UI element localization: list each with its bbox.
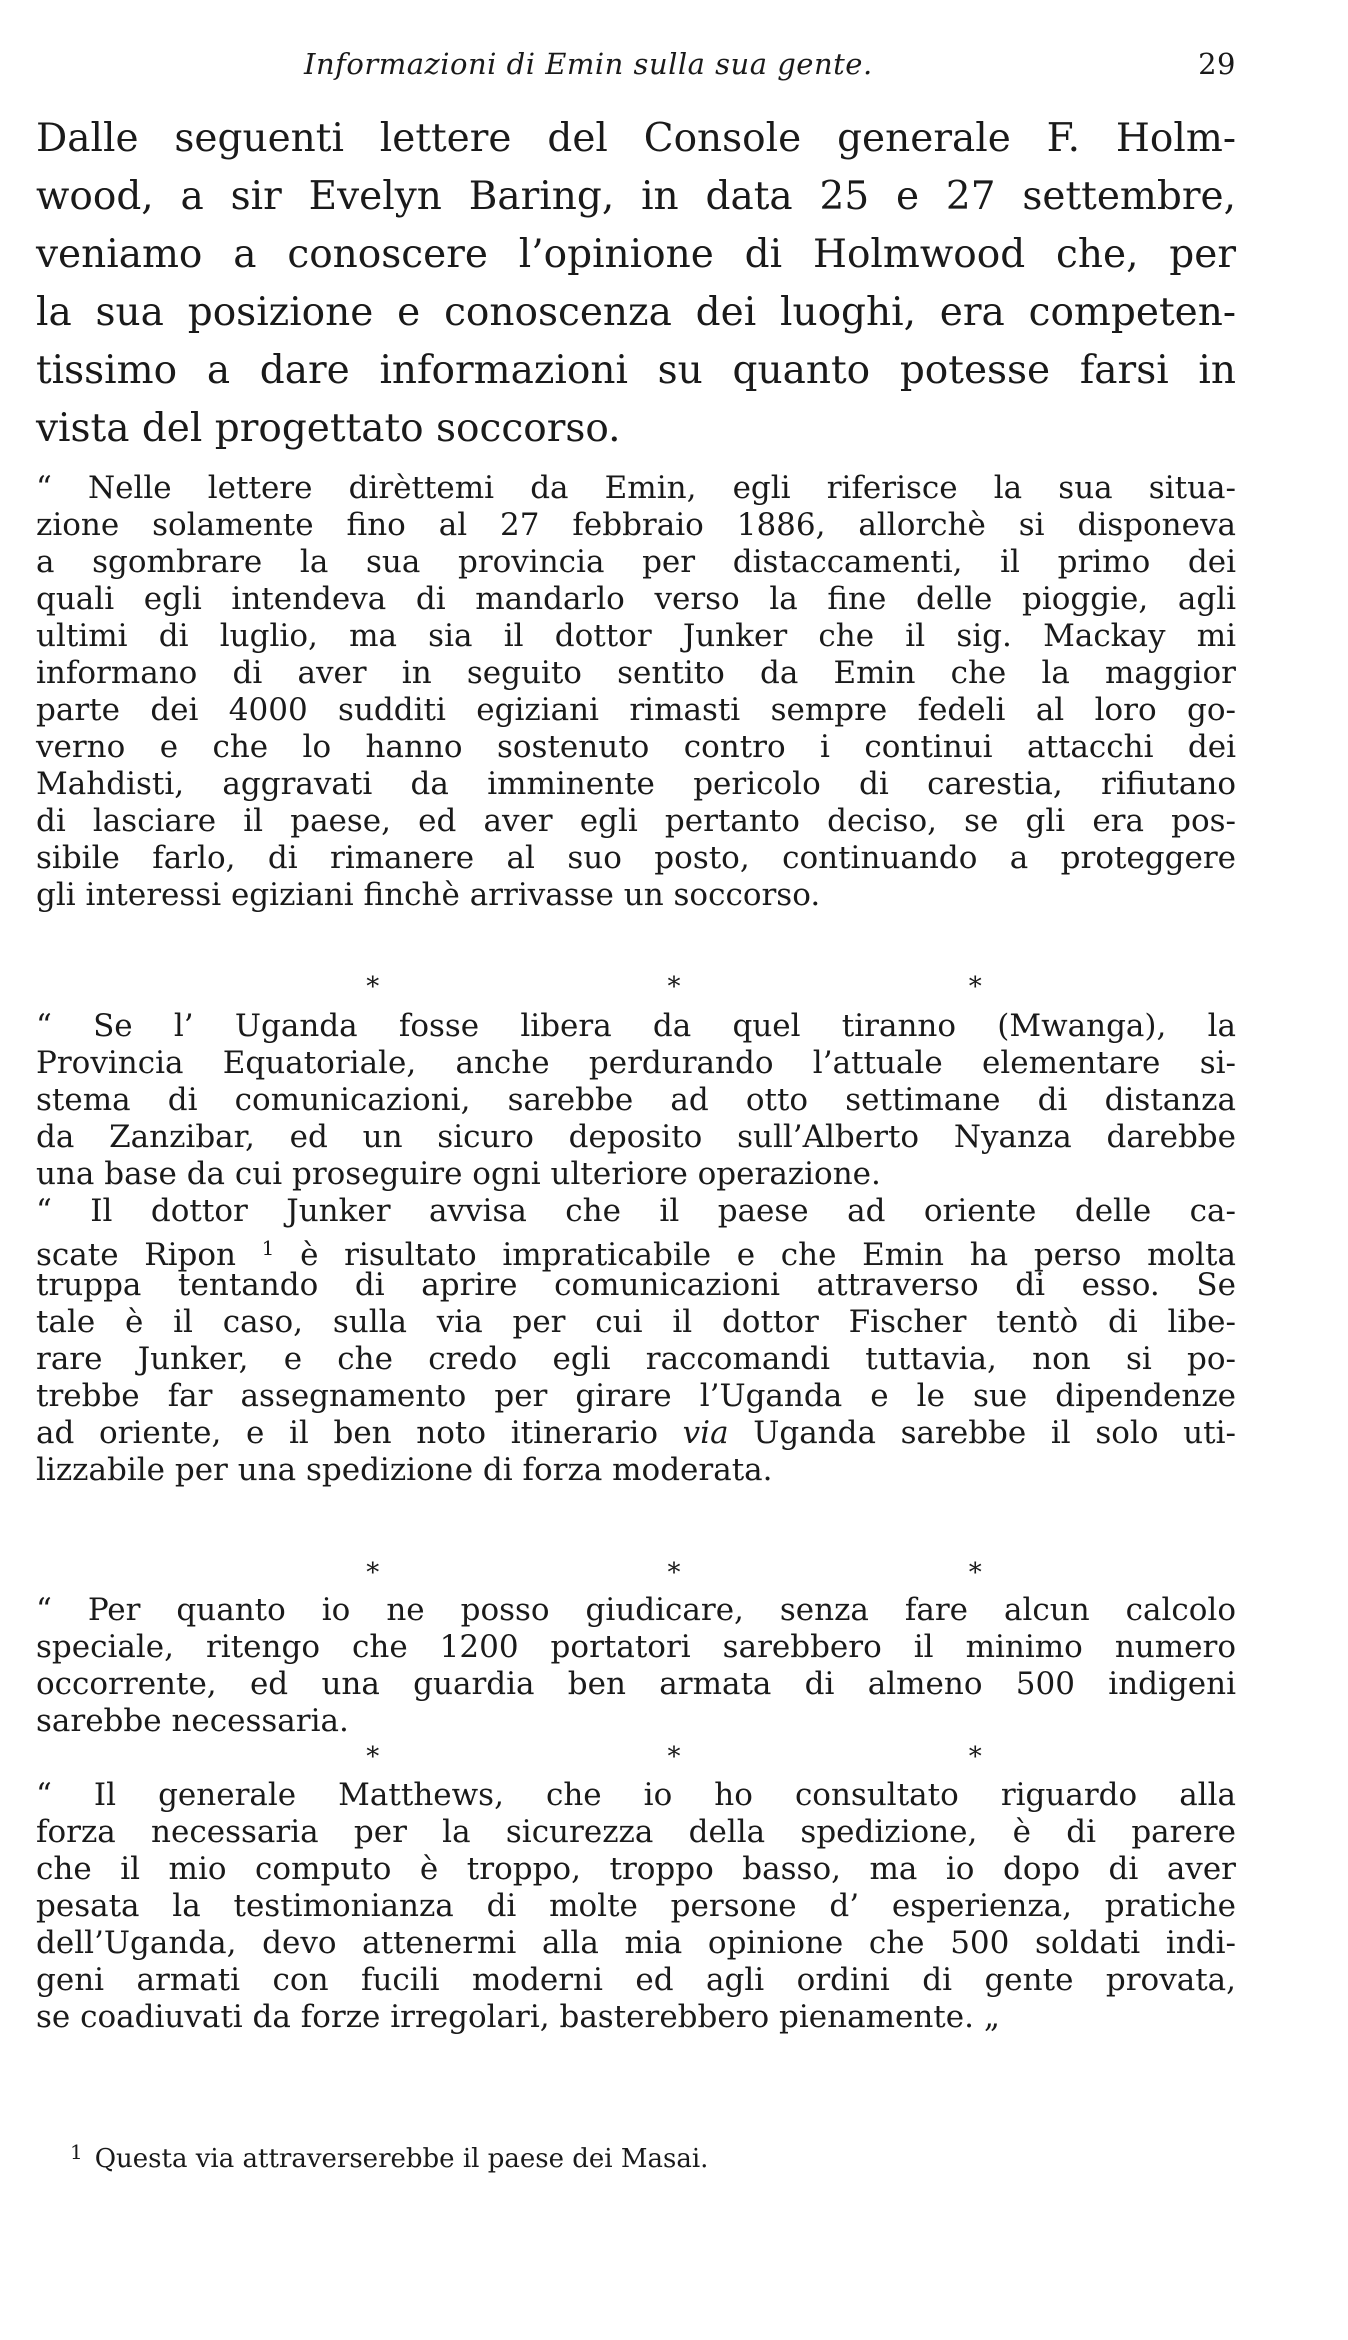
quote-line: verno e che lo hanno sostenuto contro i continui attacchi dei	[36, 729, 1236, 765]
quote-line: rare Junker, e che credo egli raccomandi tuttavia, non si po-	[36, 1341, 1236, 1377]
intro-line: tissimo a dare informazioni su quanto potesse farsi in	[36, 348, 1236, 393]
quote-text: scate Ripon	[36, 1237, 236, 1273]
intro-line: wood, a sir Evelyn Baring, in data 25 e 27 settembre,	[36, 174, 1236, 219]
quote-line-with-italic	[36, 1415, 1236, 1452]
quote-line: geni armati con fucili moderni ed agli ordini di gente provata,	[36, 1962, 1236, 1998]
quote-line: “ Il generale Matthews, che io ho consultato riguardo alla	[36, 1777, 1236, 1813]
quote-line: occorrente, ed una guardia ben armata di almeno 500 indigeni	[36, 1666, 1236, 1702]
intro-line: Dalle seguenti lettere del Console generale F. Holm-	[36, 116, 1236, 161]
quote-line: stema di comunicazioni, sarebbe ad otto settimane di distanza	[36, 1082, 1236, 1118]
quote-line: ultimi di luglio, ma sia il dottor Junker che il sig. Mackay mi	[36, 618, 1236, 654]
section-separator: * * *	[366, 972, 1122, 1002]
quote-line: pesata la testimonianza di molte persone d’ esperienza, pratiche	[36, 1888, 1236, 1924]
quote-line: lizzabile per una spedizione di forza moderata.	[36, 1452, 773, 1488]
quote-text: è risultato impraticabile e che Emin ha perso molta	[300, 1237, 1236, 1273]
quote-line: sibile farlo, di rimanere al suo posto, continuando a proteggere	[36, 840, 1236, 876]
quote-line: da Zanzibar, ed un sicuro deposito sull’Alberto Nyanza darebbe	[36, 1119, 1236, 1155]
quote-line: Provincia Equatoriale, anche perdurando l’attuale elementare si-	[36, 1045, 1236, 1081]
quote-line: se coadiuvati da forze irregolari, basterebbero pienamente. „	[36, 1999, 1000, 2035]
quote-line: zione solamente fino al 27 febbraio 1886, allorchè si disponeva	[36, 507, 1236, 543]
page-number: 29	[1198, 47, 1236, 81]
quote-line: quali egli intendeva di mandarlo verso la fine delle pioggie, agli	[36, 581, 1236, 617]
quote-line: una base da cui proseguire ogni ulteriore operazione.	[36, 1156, 881, 1192]
quote-line: “ Il dottor Junker avvisa che il paese ad oriente delle ca-	[36, 1193, 1236, 1229]
intro-line: vista del progettato soccorso.	[36, 406, 621, 451]
intro-line: la sua posizione e conoscenza dei luoghi, era competen-	[36, 290, 1236, 335]
quote-line: gli interessi egiziani finchè arrivasse un soccorso.	[36, 877, 821, 913]
quote-line: a sgombrare la sua provincia per distaccamenti, il primo dei	[36, 544, 1236, 580]
section-separator: * * *	[366, 1558, 1122, 1588]
footnote-text: Questa via attraverserebbe il paese dei Masai.	[94, 2144, 709, 2174]
quote-line: parte dei 4000 sudditi egiziani rimasti sempre fedeli al loro go-	[36, 692, 1236, 728]
quote-line: trebbe far assegnamento per girare l’Uganda e le sue dipendenze	[36, 1378, 1236, 1414]
running-header	[36, 44, 1236, 84]
quote-line: “ Per quanto io ne posso giudicare, senza fare alcun calcolo	[36, 1592, 1236, 1628]
quote-paragraph-5	[36, 1777, 1236, 2036]
quote-line: sarebbe necessaria.	[36, 1703, 349, 1739]
quote-line: di lasciare il paese, ed aver egli pertanto deciso, se gli era pos-	[36, 803, 1236, 839]
quote-line: speciale, ritengo che 1200 portatori sarebbero il minimo numero	[36, 1629, 1236, 1665]
quote-line: che il mio computo è troppo, troppo basso, ma io dopo di aver	[36, 1851, 1236, 1887]
footnote-mark: 1	[70, 2140, 83, 2164]
quote-line: “ Nelle lettere dirèttemi da Emin, egli riferisce la sua situa-	[36, 470, 1236, 506]
quote-line: tale è il caso, sulla via per cui il dottor Fischer tentò di libe-	[36, 1304, 1236, 1340]
quote-text: Uganda sarebbe il solo uti-	[753, 1415, 1236, 1451]
section-separator: * * *	[366, 1742, 1122, 1772]
footnote	[70, 2134, 708, 2177]
footnote-reference: 1	[261, 1236, 275, 1260]
quote-paragraph-3	[36, 1193, 1236, 1489]
header-title: Informazioni di Emin sulla sua gente.	[304, 47, 873, 81]
quote-line: “ Se l’ Uganda fosse libera da quel tiranno (Mwanga), la	[36, 1008, 1236, 1044]
quote-line: truppa tentando di aprire comunicazioni attraverso di esso. Se	[36, 1267, 1236, 1303]
quote-line: Mahdisti, aggravati da imminente pericolo di carestia, rifiutano	[36, 766, 1236, 802]
italic-word: via	[682, 1415, 729, 1451]
quote-paragraph-2	[36, 1008, 1236, 1193]
quote-line: informano di aver in seguito sentito da Emin che la maggior	[36, 655, 1236, 691]
intro-line: veniamo a conoscere l’opinione di Holmwood che, per	[36, 232, 1236, 277]
quote-paragraph-4	[36, 1592, 1236, 1740]
quote-line: forza necessaria per la sicurezza della spedizione, è di parere	[36, 1814, 1236, 1850]
quote-line-with-footnote	[36, 1230, 1236, 1273]
quote-paragraph-1	[36, 470, 1236, 914]
quote-text: ad oriente, e il ben noto itinerario	[36, 1415, 658, 1451]
intro-paragraph	[36, 110, 1236, 458]
quote-line: dell’Uganda, devo attenermi alla mia opinione che 500 soldati indi-	[36, 1925, 1236, 1961]
